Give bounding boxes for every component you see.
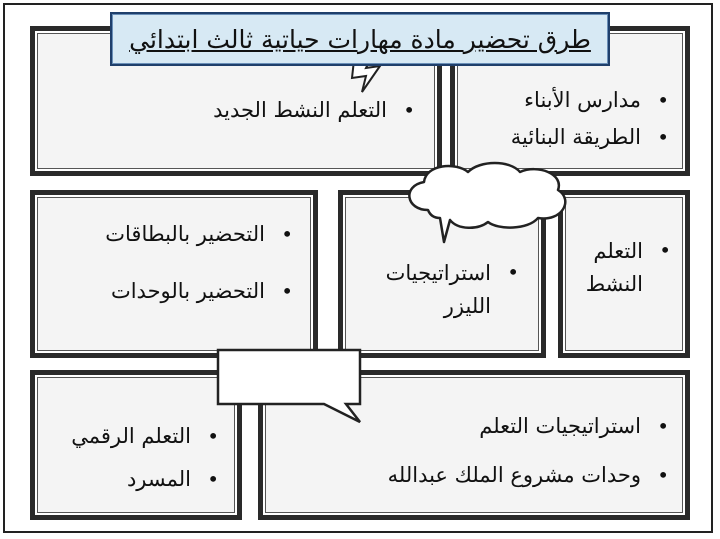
panel-bottom-left-list [71,423,223,494]
panel-top-left-list [213,97,419,124]
rectangular-speech-bubble-icon [214,346,374,426]
list-item: • مدارس الأبناء [511,87,673,114]
title-banner [110,12,610,66]
panel-mid-left-list [105,221,297,306]
panel-top-right-list [511,87,673,152]
panel-mid-right-list [573,235,675,300]
list-item: • التحضير بالوحدات [105,278,297,305]
list-item: • التعلم النشط [573,235,675,300]
list-item: • استراتيجيات الليزر [383,257,523,322]
list-item: • التعلم الرقمي [71,423,223,450]
panel-bottom-left [30,370,242,520]
panel-mid-right [558,190,690,358]
panel-mid-left [30,190,318,358]
list-item: • التحضير بالبطاقات [105,221,297,248]
list-item: • المسرد [71,466,223,493]
page-title: طرق تحضير مادة مهارات حياتية ثالث ابتدائي [129,24,591,54]
panel-mid-center-list [383,257,523,322]
panel-bottom-right-list [388,413,673,490]
list-item: • وحدات مشروع الملك عبدالله [388,462,673,489]
list-item: • التعلم النشط الجديد [213,97,419,124]
list-item: • الطريقة البنائية [511,124,673,151]
list-item: • استراتيجيات التعلم [388,413,673,440]
cloud-speech-bubble-icon [398,160,574,252]
